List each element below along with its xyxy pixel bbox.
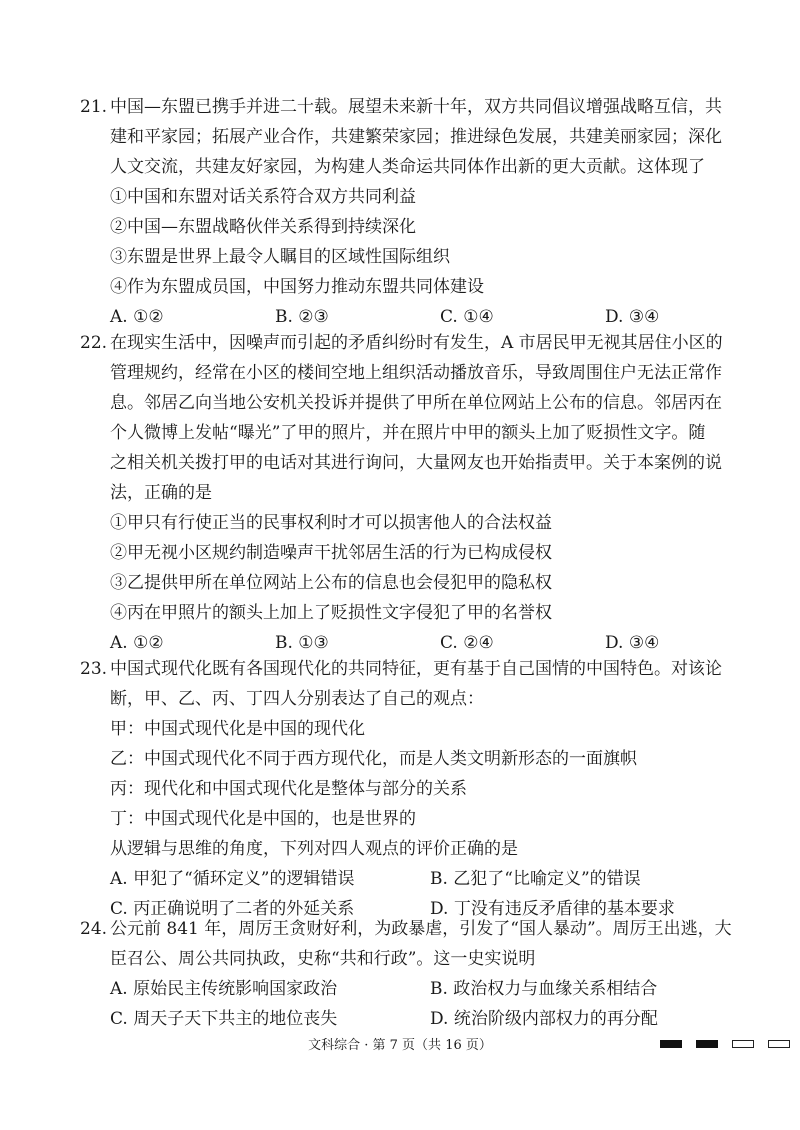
statement: ②中国—东盟战略伙伴关系得到持续深化 <box>110 217 416 237</box>
question-stem-line: 臣召公、周公共同执政，史称“共和行政”。这一史实说明 <box>110 949 536 969</box>
statement: ②甲无视小区规约制造噪声干扰邻居生活的行为已构成侵权 <box>110 543 552 563</box>
question-stem-line: 建和平家园；拓展产业合作，共建繁荣家园；推进绿色发展，共建美丽家园；深化 <box>110 127 722 147</box>
question-number: 24. <box>80 919 108 939</box>
option-b: B. 政治权力与血缘关系相结合 <box>430 979 658 999</box>
filled-mark <box>660 1040 682 1048</box>
option-b: B. ①③ <box>275 633 329 653</box>
question-stem-line: 人文交流，共建友好家园，为构建人类命运共同体作出新的更大贡献。这体现了 <box>110 157 705 177</box>
option-d: D. 丁没有违反矛盾律的基本要求 <box>430 899 675 919</box>
option-a: A. ①② <box>110 633 164 653</box>
option-c: C. ①④ <box>440 307 494 327</box>
filled-mark <box>696 1040 718 1048</box>
statement: ①中国和东盟对话关系符合双方共同利益 <box>110 187 416 207</box>
answer-options-row-1 <box>80 974 780 1004</box>
statement: 甲：中国式现代化是中国的现代化 <box>110 719 365 739</box>
question-stem: 24. 公元前 841 年，周厉王贪财好利，为政暴虐，引发了“国人暴动”。周厉王出逃，大 <box>80 914 780 944</box>
option-c: C. 周天子天下共主的地位丧失 <box>110 1009 338 1029</box>
registration-marks <box>660 1040 800 1048</box>
question-stem: 23. 中国式现代化既有各国现代化的共同特征，更有基于自己国情的中国特色。对该论 <box>80 654 780 684</box>
option-a: A. 甲犯了“循环定义”的逻辑错误 <box>110 869 355 889</box>
answer-options-row-2 <box>80 1004 780 1034</box>
question-23 <box>80 654 780 924</box>
page-footer: 文科综合 · 第 7 页（共 16 页） <box>308 1038 492 1053</box>
question-21 <box>80 92 780 332</box>
question-stem: 22. 在现实生活中，因噪声而引起的矛盾纠纷时有发生，A 市居民甲无视其居住小区的 <box>80 328 780 358</box>
option-a: A. ①② <box>110 307 164 327</box>
question-number: 23. <box>80 659 108 679</box>
question-stem-line: 息。邻居乙向当地公安机关投诉并提供了甲所在单位网站上公布的信息。邻居丙在 <box>110 393 722 413</box>
question-stem-line: 管理规约，经常在小区的楼间空地上组织活动播放音乐，导致周围住户无法正常作 <box>110 363 722 383</box>
option-c: C. ②④ <box>440 633 494 653</box>
option-b: B. 乙犯了“比喻定义”的错误 <box>430 869 641 889</box>
question-stem: 21. 中国—东盟已携手并进二十载。展望未来新十年，双方共同倡议增强战略互信，共 <box>80 92 780 122</box>
statement: 丙：现代化和中国式现代化是整体与部分的关系 <box>110 779 467 799</box>
option-a: A. 原始民主传统影响国家政治 <box>110 979 338 999</box>
hollow-mark <box>732 1040 754 1048</box>
statement: ④丙在甲照片的额头上加上了贬损性文字侵犯了甲的名誉权 <box>110 603 552 623</box>
question-number: 21. <box>80 97 108 117</box>
option-d: D. ③④ <box>605 307 660 327</box>
question-22 <box>80 328 780 658</box>
option-d: D. ③④ <box>605 633 660 653</box>
question-prompt: 从逻辑与思维的角度，下列对四人观点的评价正确的是 <box>110 839 518 859</box>
question-stem-line: 个人微博上发帖“曝光”了甲的照片，并在照片中甲的额头上加了贬损性文字。随 <box>110 423 706 443</box>
statement: 乙：中国式现代化不同于西方现代化，而是人类文明新形态的一面旗帜 <box>110 749 637 769</box>
statement: ①甲只有行使正当的民事权利时才可以损害他人的合法权益 <box>110 513 552 533</box>
statement: 丁：中国式现代化是中国的，也是世界的 <box>110 809 416 829</box>
statement: ③乙提供甲所在单位网站上公布的信息也会侵犯甲的隐私权 <box>110 573 552 593</box>
option-d: D. 统治阶级内部权力的再分配 <box>430 1009 658 1029</box>
question-24 <box>80 914 780 1034</box>
statement: ④作为东盟成员国，中国努力推动东盟共同体建设 <box>110 277 484 297</box>
hollow-mark <box>768 1040 790 1048</box>
statement: ③东盟是世界上最令人瞩目的区域性国际组织 <box>110 247 450 267</box>
option-b: B. ②③ <box>275 307 329 327</box>
option-c: C. 丙正确说明了二者的外延关系 <box>110 899 355 919</box>
question-stem-line: 法，正确的是 <box>110 483 212 503</box>
question-stem-line: 之相关机关拨打甲的电话对其进行询问，大量网友也开始指责甲。关于本案例的说 <box>110 453 722 473</box>
answer-options-row-1 <box>80 864 780 894</box>
question-stem-line: 断，甲、乙、丙、丁四人分别表达了自己的观点： <box>110 689 484 709</box>
question-number: 22. <box>80 333 108 353</box>
